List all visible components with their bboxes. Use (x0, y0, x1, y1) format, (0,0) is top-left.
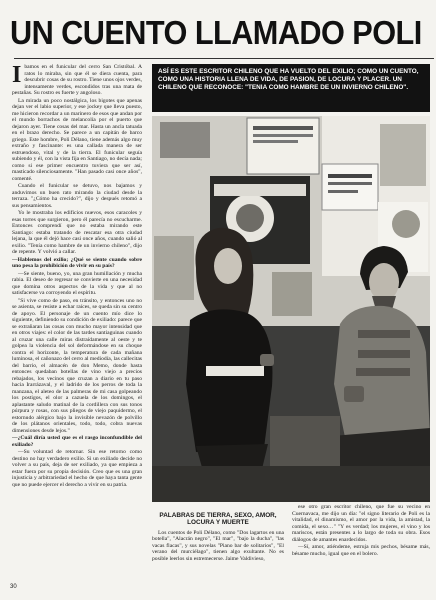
article-column-2 (152, 512, 284, 584)
page-number: 30 (10, 584, 17, 590)
interview-question: —Hablemos del exilio; ¿Qué se siente cuando sobre uno pesa la prohibición de vivir en su país? (12, 256, 142, 269)
section-subhead: PALABRAS DE TIERRA, SEXO, AMOR, LOCURA Y MUERTE (159, 512, 277, 527)
drop-cap: I (12, 64, 22, 88)
paragraph: —Sí, amor, atiéndeme, estruja mis pechos, bésame más, bésame mucho, igual que en el bolero. (292, 544, 430, 557)
paragraph: "Si vive como de paso, en tránsito, y entonces uno no se asienta, se resiste a echar raíces, se queda sin su centro de apoyo. El personaje de un cuento mío dice lo siguiente, definiendo su condición de exiliado: parece que se extrañaran las cosas con mucho mayor intensidad que en otros viajes: el color de las tardes santiaguinas cuando al cruzar una calle miras distraídamente al oeste y te golpea la violencia del sol deformándose en su choque contra el horizonte, la temperatura de cada mañana luminosa, el cañonazo del cerro al mediodía, las callecitas del barrio, el almacén de don Memo, donde hasta entonces quedaban botellas de vino viejo a precios rebajados, los vecinos que cruzan a diario en tu paso hacia Irarrázaval, y el ladrido de los perros de toda la manzana, el aleteo de las palmeras de mi casa golpeando los postigos, el olor a cazuela de los domingos, el aplastante saludo matinal de la cordillera con sus tonos púrpura y rosas, con sus pliegos de viejo paquidermo, el estornudo alérgico bajo la invisible nevazón de polvillo de los plátanos orientales, todo, todo, cobra nuevas dimensiones desde lejos." (12, 297, 142, 434)
interview-question: —¿Cuál diría usted que es el rasgo inconfundible del exiliado? (12, 435, 142, 448)
paragraph: —Su voluntad de retornar. Sin ese retorno como destino no hay verdadero exilio. Si un exiliado decide no volver a su país, deja de ser exiliado, ya que empieza a estar fuera por su propia decisión. Creo que es una gran injusticia y arbitrariedad el hecho de que haya tanta gente que no puede ejercer el derecho a vivir en su patria. (12, 449, 142, 488)
article-column-1 (12, 64, 142, 584)
photo-illustration (152, 116, 430, 502)
paragraph: Yo le mostraba los edificios nuevos, esos caracoles y esas torres que surgieron, pero él parecía no escucharme. Entonces comprendí que no estaba mirando este Santiago: estaba tratando de rescatar esa otra ciudad lejana, la que él dejó hace casi once años, cuando salió al exilio. "Tenía como hambre de un invierno chileno", dijo de repente. Y volvió a callar. (12, 210, 142, 255)
intro-box: ASÍ ES ESTE ESCRITOR CHILENO QUE HA VUELTO DEL EXILIO; COMO UN CUENTO, COMO UNA HISTORIA LLENA DE VIDA, DE PASION, DE LOCURA Y PLACER. UN CHILENO QUE RECONOCE: "TENIA COMO HAMBRE DE UN INVIERNO CHILENO". (152, 64, 430, 112)
headline: UN CUENTO LLAMADO POLI (10, 14, 422, 51)
paragraph: Los cuentos de Poli Délano, como "Dos lagartos en una botella", "Alacrán negro", "El mar", "bajo la ducha", "las vacas flacas", y sus novelas "Piano bar de solitarios", "El verano del murciélago", tienen algo exultante. No es posible leerlos sin estremecerse. Jaime Valdivieso, (152, 529, 284, 562)
paragraph: —Se siente, bueno, yo, una gran humillación y mucha rabia. El deseo de regresar se convierte en una necesidad que domina otros aspectos de la vida y que al no satisfacerse va corroyendo el espíritu. (12, 270, 142, 296)
article-column-3 (292, 504, 430, 584)
headline-rule (14, 58, 434, 59)
paragraph: bamos en el funicular del cerro San Cristóbal. A ratos lo miraba, sin que él se diera cuenta, para descubrir cosas de su rostro. Tiene unos ojos verdes, intensamente verdes, escondidos tras una mata de pestañas. Su rostro es fuerte y angoloso. (12, 64, 142, 96)
paragraph: Cuando el funicular se detuvo, nos bajamos y anduvimos un buen rato mirando la ciudad desde la terraza. "¿Cómo ha crecido?", dijo y después retomó a sus pensamientos. (12, 183, 142, 209)
interview-photo (152, 116, 430, 502)
paragraph: ese otro gran escritor chileno, que fue su vecino en Cuernavaca, me dijo un día: "el signo literario de Poli es la vitalidad, el dinamismo, el amor por la vida, la amistad, la comida, el sexo…" "Y es verdad; los mujeres, el vino y los mariscos, están presentes a lo largo de toda su obra. Esos diálogos de amantes enardecidos. (292, 504, 430, 543)
paragraph: La mirada un poco nostálgica, los bigotes que apenas dejan ver el labio superior, y ese jockey que lleva puesto, me hicieron recordar a un marinero de esos que andan por el mundo borrachos de melancolía por el puerto que dejaron ayer. Tiene cosas del mar. Hasta un ancla tatuada en el brazo derecho. Se parece a un capitán de barco griego. Este hombre, Poli Délano, tiene además algo muy extraño y fascinante: es una callada manera de ser estruendoso, vital y de la tierra. El funicular seguía subiendo y él, con la vista fija en Santiago, no decía nada; como si ese primer encuentro tuviera que ser así, masticado silenciosamente. "Han pasado casi once años", comenté. (12, 97, 142, 182)
